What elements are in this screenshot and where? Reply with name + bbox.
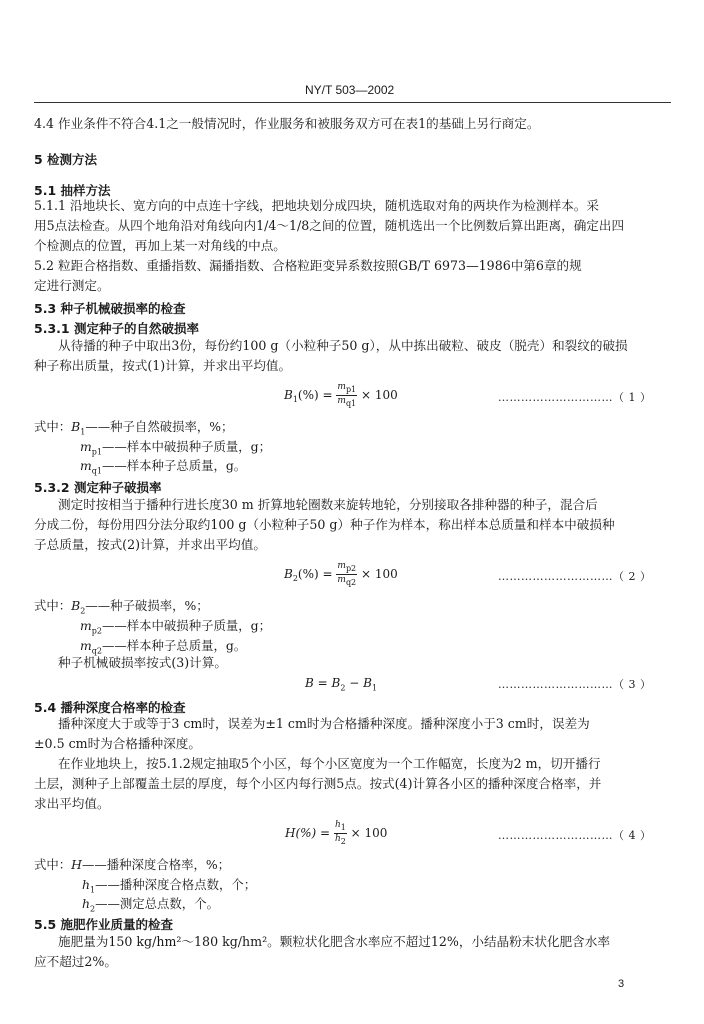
page-number: 3	[618, 978, 625, 990]
clause-5-3-heading: 5.3 种子机械破损率的检查	[34, 301, 186, 316]
where-1-line2: $m_{p1}——$样本中破损种子质量，g；	[80, 439, 271, 457]
clause-5-4-line1: 播种深度大于或等于3 cm时，误差为±1 cm时为合格播种深度。播种深度小于3 cm时，误差为	[58, 716, 590, 731]
clause-5-4-line5: 求出平均值。	[34, 796, 110, 811]
clause-5-4-line2: ±0.5 cm时为合格播种深度。	[34, 736, 201, 751]
where-2-line2: $m_{p2}——$样本中破损种子质量，g；	[80, 618, 271, 636]
equation-4-number: …………………………（ 4 ）	[498, 829, 652, 842]
where-1-line3: $m_{q1}——$样本种子总质量，g。	[80, 458, 247, 476]
header-rule	[34, 102, 671, 103]
equation-1: $B_1(\%)$ = $\frac{m_{p1}}{m_{q1}}$ × 100	[284, 382, 398, 408]
clause-4-4: 4.4 作业条件不符合4.1之一般情况时，作业服务和被服务双方可在表1的基础上另行商定。	[34, 116, 540, 131]
clause-5-1-1-line2: 用5点法检查。从四个地角沿对角线向内1/4～1/8之间的位置，随机选出一个比例数后算出距离，确定出四	[34, 218, 625, 233]
equation-1-number: …………………………（ 1 ）	[498, 391, 652, 404]
equation-3-number: …………………………（ 3 ）	[498, 678, 652, 691]
clause-5-4-heading: 5.4 播种深度合格率的检查	[34, 700, 186, 715]
equation-2: $B_2(\%)$ = $\frac{m_{p2}}{m_{q2}}$ × 100	[284, 561, 398, 587]
where-1-line1: 式中：$B_1——$种子自然破损率，%；	[34, 419, 234, 437]
equation-3: $B = B_2 - B_1$	[305, 676, 378, 693]
clause-5-2-line2: 定进行测定。	[34, 278, 110, 293]
clause-5-1-1-line3: 个检测点的位置，再加上某一对角线的中点。	[34, 238, 286, 253]
clause-5-3-2-line1: 测定时按相当于播种行进长度30 m 折算地轮圈数来旋转地轮，分别接取各排种器的种子，混合后	[58, 497, 598, 512]
equation-4: H(%) = $\frac{h_1}{h_2}$ × 100	[285, 820, 388, 846]
where-4-line1: 式中：H——播种深度合格率，%；	[34, 857, 231, 872]
where-2-line4: 种子机械破损率按式(3)计算。	[58, 655, 227, 670]
where-4-line3: $h_2——$测定总点数，个。	[82, 896, 219, 914]
clause-5-3-2-line3: 子总质量，按式(2)计算，并求出平均值。	[34, 537, 266, 552]
clause-5-3-2-heading: 5.3.2 测定种子破损率	[34, 480, 162, 495]
where-2-line3: $m_{q2}——$样本种子总质量，g。	[80, 638, 247, 656]
section-5-heading: 5 检测方法	[34, 152, 98, 167]
clause-5-5-line2: 应不超过2%。	[34, 954, 117, 969]
clause-5-3-1-line2: 种子称出质量，按式(1)计算，并求出平均值。	[34, 358, 292, 373]
clause-5-1-heading: 5.1 抽样方法	[34, 183, 111, 198]
equation-2-number: …………………………（ 2 ）	[498, 570, 652, 583]
clause-5-5-heading: 5.5 施肥作业质量的检查	[34, 917, 173, 932]
clause-5-3-1-line1: 从待播的种子中取出3份，每份约100 g（小粒种子50 g），从中拣出破粒、破皮（脱壳）和裂纹的破损	[58, 338, 628, 353]
clause-5-3-2-line2: 分成二份，每份用四分法分取约100 g（小粒种子50 g）种子作为样本，称出样本总质量和样本中破损种	[34, 517, 615, 532]
clause-5-5-line1: 施肥量为150 kg/hm²～180 kg/hm²。颗粒状化肥含水率应不超过12%，小结晶粉末状化肥含水率	[58, 934, 610, 949]
clause-5-2-line1: 5.2 粒距合格指数、重播指数、漏播指数、合格粒距变异系数按照GB/T 6973—1986中第6章的规	[34, 258, 582, 273]
standard-number: NY/T 503—2002	[305, 83, 395, 97]
clause-5-3-1-heading: 5.3.1 测定种子的自然破损率	[34, 321, 199, 336]
where-4-line2: $h_1——$播种深度合格点数，个；	[82, 877, 257, 895]
where-2-line1: 式中：$B_2——$种子破损率，%；	[34, 598, 209, 616]
clause-5-4-line4: 土层，测种子上部覆盖土层的厚度，每个小区内每行测5点。按式(4)计算各小区的播种深度合格率，并	[34, 776, 602, 791]
clause-5-4-line3: 在作业地块上，按5.1.2规定抽取5个小区，每个小区宽度为一个工作幅宽，长度为2 m，切开播行	[58, 756, 601, 771]
clause-5-1-1-line1: 5.1.1 沿地块长、宽方向的中点连十字线，把地块划分成四块，随机选取对角的两块作为检测样本。采	[34, 198, 599, 213]
